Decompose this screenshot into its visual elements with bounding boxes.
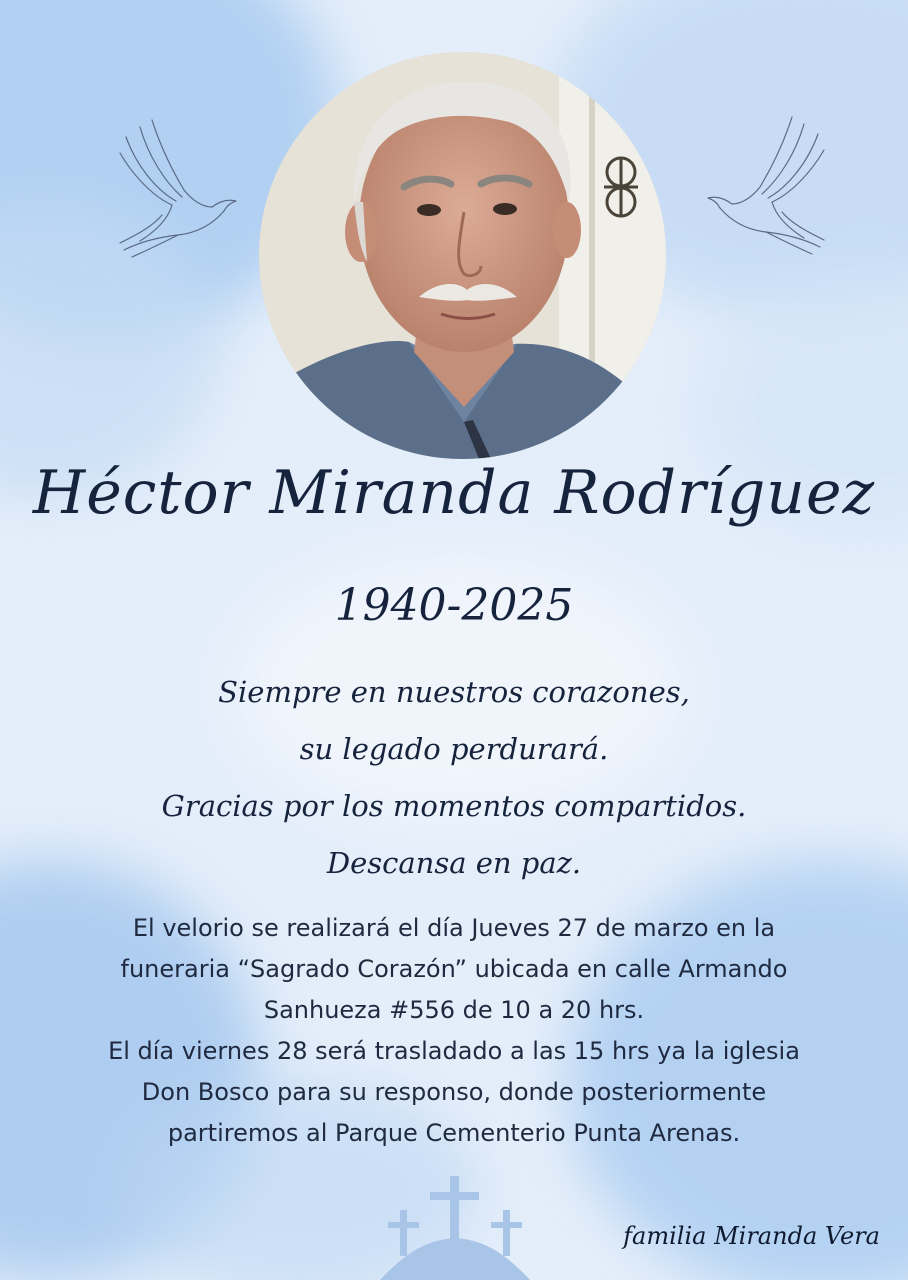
dove-icon [702,112,832,257]
portrait-photo [259,52,666,459]
poem-line: su legado perdurará. [299,732,609,766]
details-line: partiremos al Parque Cementerio Punta Arenas. [167,1119,741,1147]
memorial-poem [0,664,908,892]
details-line: El velorio se realizará el día Jueves 27 de marzo en la [132,914,776,942]
poem-line: Siempre en nuestros corazones, [218,675,690,709]
funeral-details [60,908,848,1154]
life-years: 1940-2025 [334,580,574,631]
family-signature: familia Miranda Vera [623,1222,880,1250]
details-line: Don Bosco para su responso, donde posteriormente [141,1078,767,1106]
details-line: funeraria “Sagrado Corazón” ubicada en calle Armando [120,955,788,983]
three-crosses-icon [380,1170,530,1280]
dove-icon [112,115,242,260]
poem-line: Gracias por los momentos compartidos. [161,789,747,823]
poem-line: Descansa en paz. [326,846,582,880]
deceased-name: Héctor Miranda Rodríguez [32,458,876,528]
details-line: Sanhueza #556 de 10 a 20 hrs. [263,996,645,1024]
details-line: El día viernes 28 será trasladado a las 15 hrs ya la iglesia [108,1037,800,1065]
